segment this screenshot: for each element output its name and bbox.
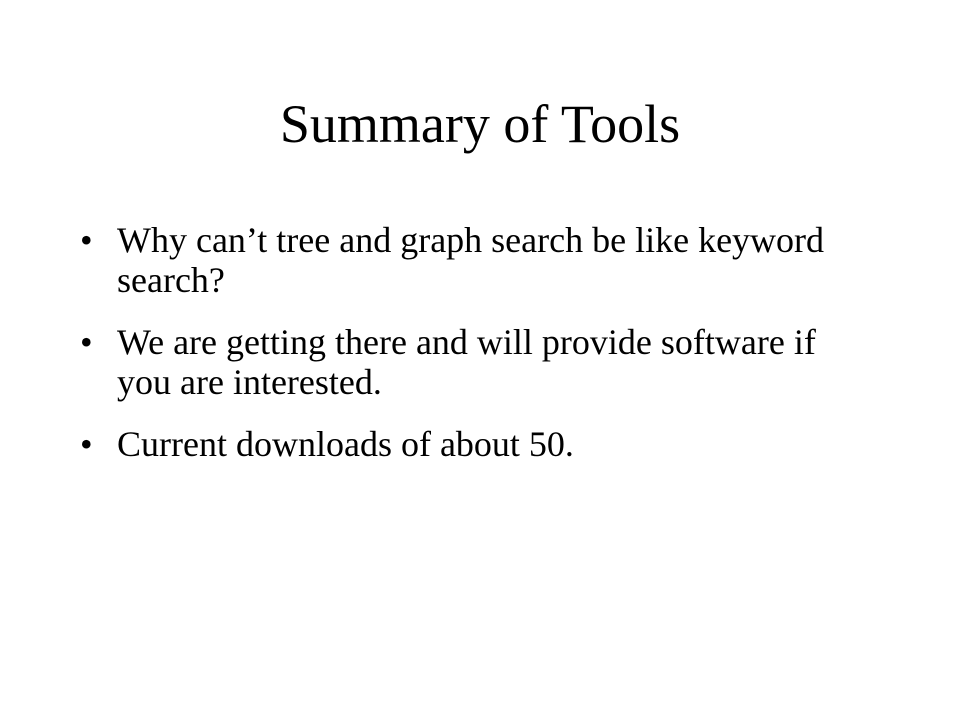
slide-title: Summary of Tools [279,94,681,154]
bullet-item [80,220,840,300]
bullet-icon: • [80,424,93,464]
bullet-list [80,220,840,486]
bullet-text: Why can’t tree and graph search be like keyword search? [117,220,825,300]
bullet-icon: • [80,220,93,260]
bullet-text: We are getting there and will provide software if you are interested. [117,322,816,402]
bullet-item [80,424,840,464]
bullet-text: Current downloads of about 50. [117,424,574,464]
bullet-item [80,322,840,402]
bullet-icon: • [80,322,93,362]
